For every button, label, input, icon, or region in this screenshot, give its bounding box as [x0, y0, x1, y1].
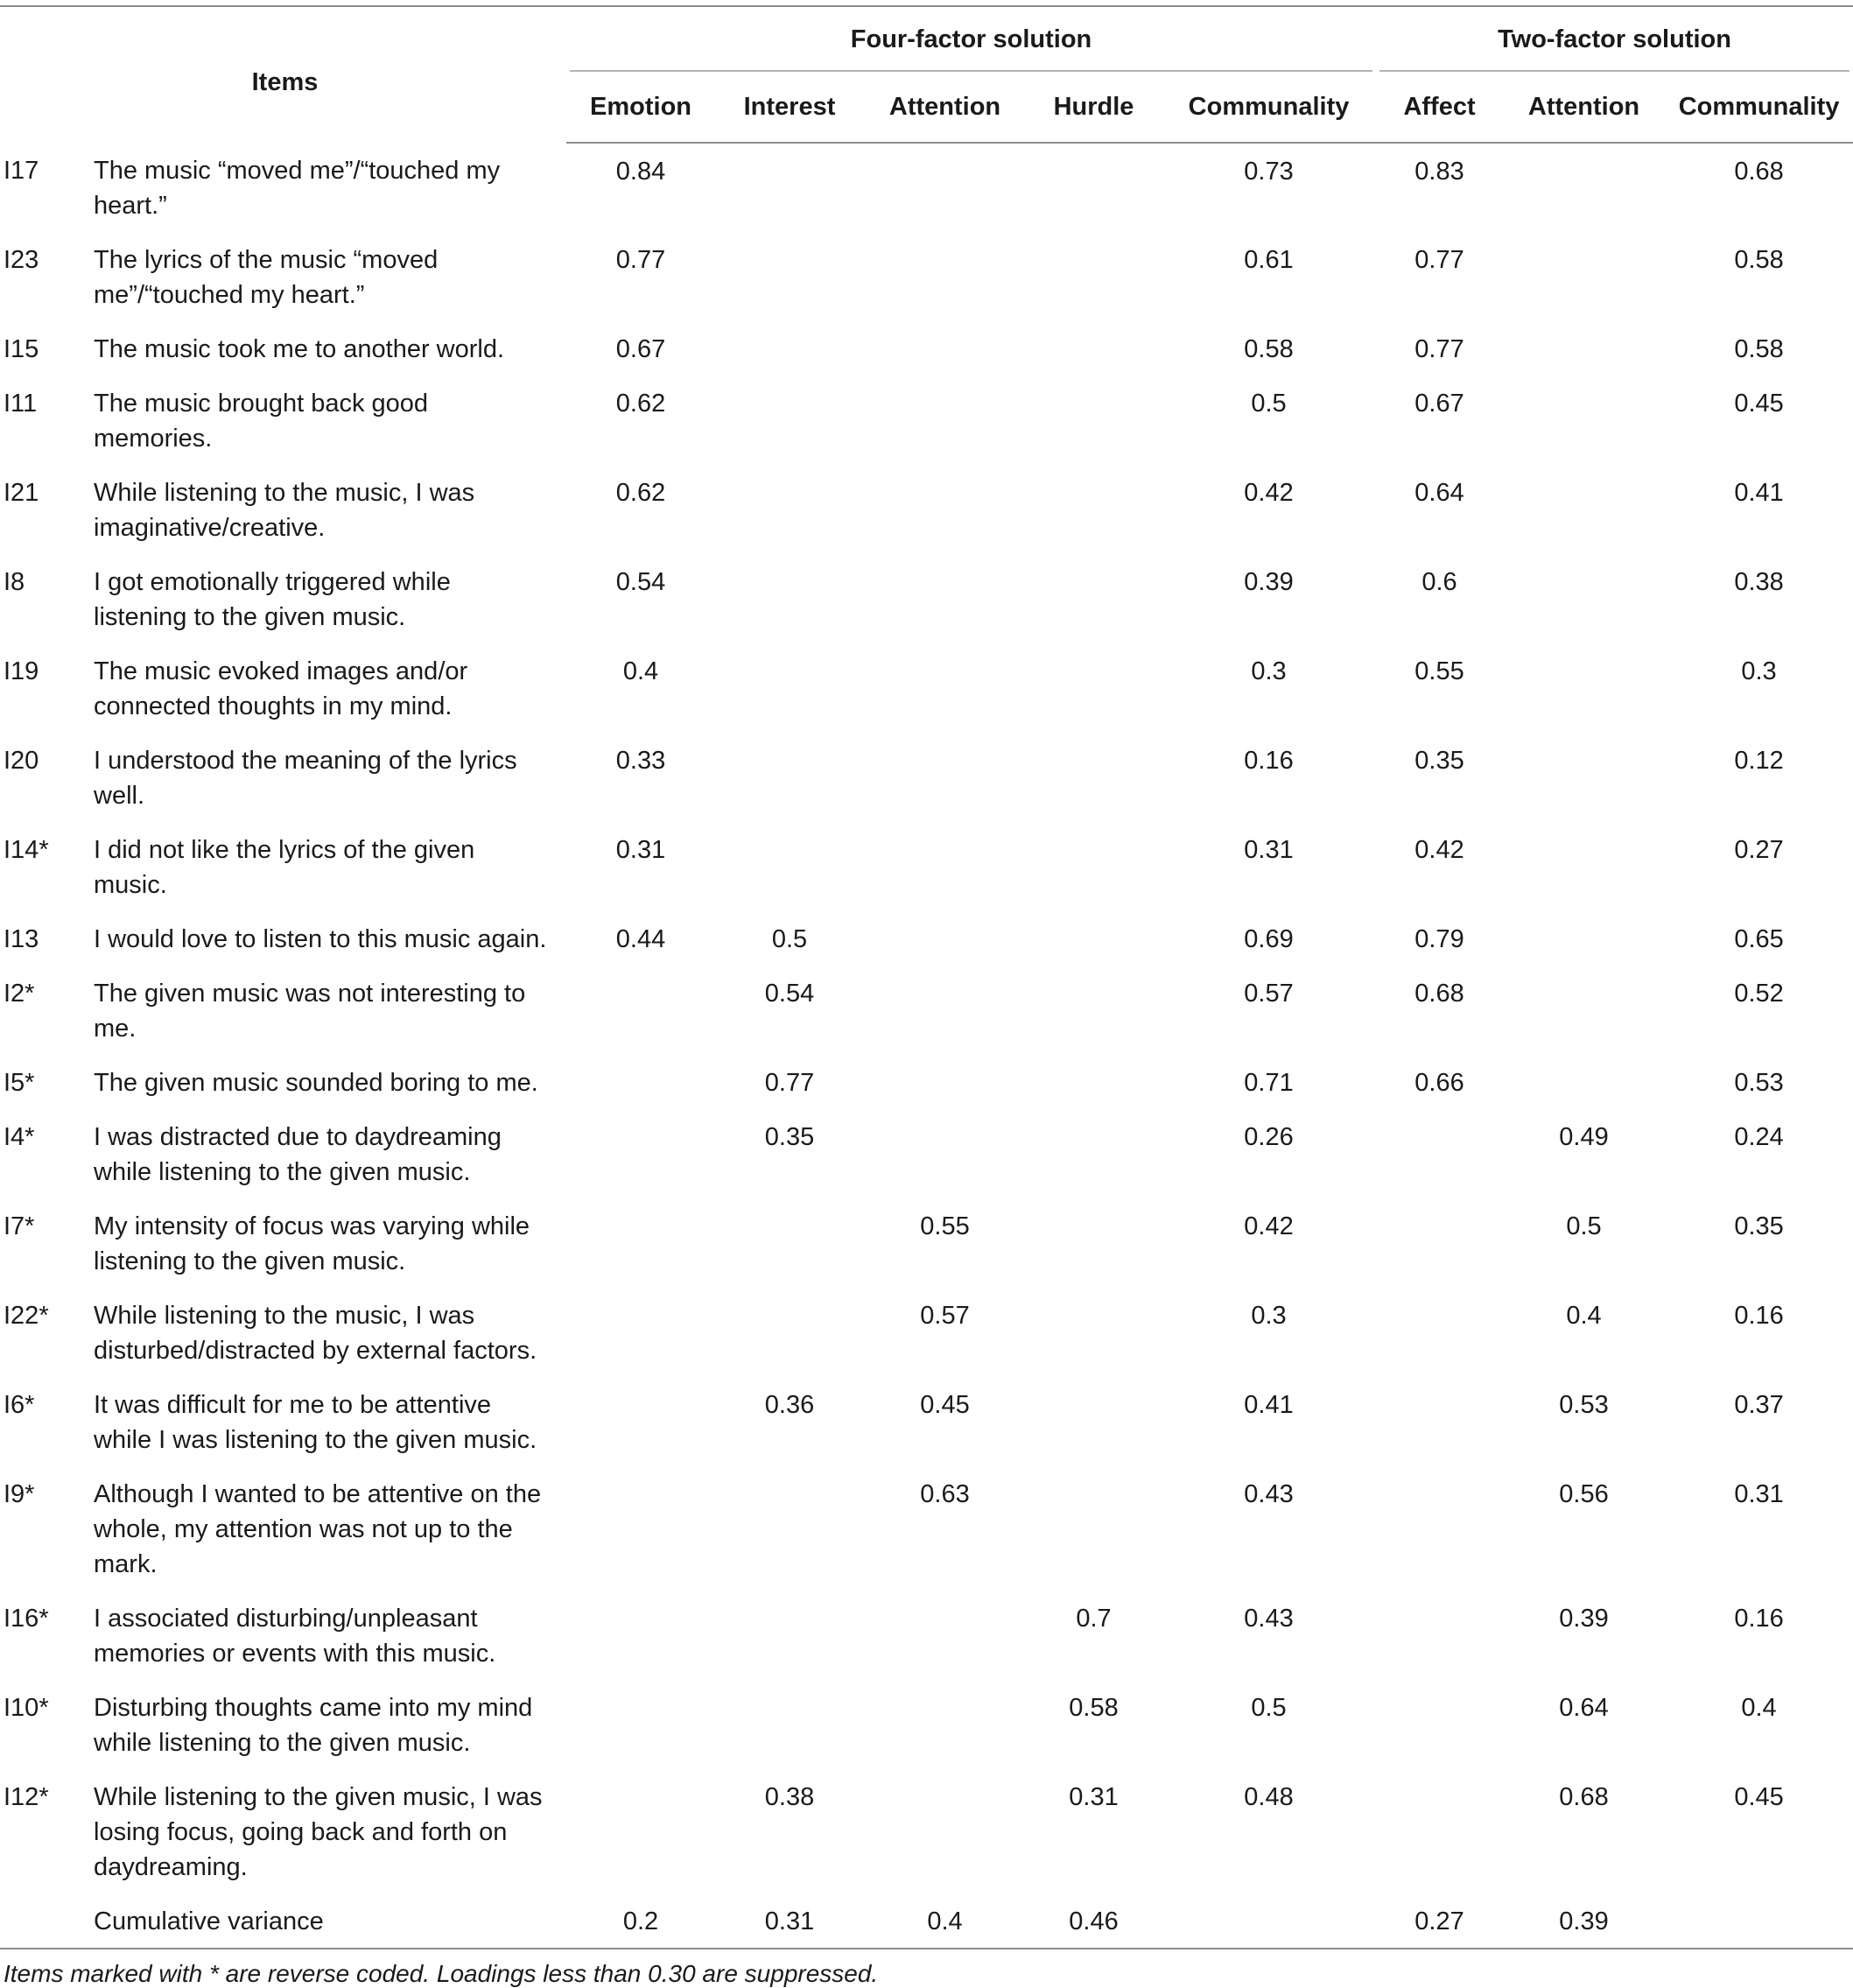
cell-hurdle: 0.58 [1069, 1694, 1119, 1722]
cell-hurdle [1026, 1198, 1162, 1288]
cell-communality2: 0.65 [1734, 925, 1784, 953]
item-id: I4* [4, 1123, 35, 1151]
cell-interest [715, 643, 864, 733]
table-row [0, 966, 1853, 1055]
table-row [0, 1591, 1853, 1680]
cell-affect [1376, 1198, 1503, 1288]
table-row [0, 733, 1853, 822]
item-text: I understood the meaning of the lyrics well. [94, 747, 517, 810]
cell-hurdle [1026, 1466, 1162, 1591]
cell-emotion [566, 1109, 715, 1198]
cell-interest [715, 465, 864, 554]
factor-loadings-table [0, 5, 1853, 1949]
cell-communality: 0.42 [1244, 479, 1294, 507]
cell-affect [1376, 1466, 1503, 1591]
table-row [0, 376, 1853, 465]
cell-emotion: 0.2 [566, 1893, 715, 1949]
cell-communality: 0.58 [1244, 335, 1294, 363]
table-row [0, 911, 1853, 966]
item-text: The music brought back good memories. [94, 390, 429, 453]
cell-attention: 0.55 [920, 1212, 970, 1240]
col-interest-header: Interest [715, 72, 864, 143]
item-id: I23 [4, 246, 39, 274]
cell-hurdle [1026, 1055, 1162, 1109]
cell-emotion [566, 1055, 715, 1109]
cell-hurdle [1026, 911, 1162, 966]
cell-communality: 0.3 [1251, 1302, 1287, 1330]
table-row [0, 1055, 1853, 1109]
item-id: I17 [4, 157, 39, 185]
table-row [0, 1893, 1853, 1949]
cell-communality2: 0.58 [1734, 246, 1784, 274]
items-header: Items [0, 6, 566, 143]
cell-attention2: 0.68 [1559, 1783, 1609, 1811]
col-affect-header: Affect [1376, 72, 1503, 143]
cell-affect [1376, 1680, 1503, 1769]
cell-interest [715, 1591, 864, 1680]
item-text: I got emotionally triggered while listening to the given music. [94, 568, 451, 631]
item-text: Disturbing thoughts came into my mind while listening to the given music. [94, 1694, 533, 1757]
cell-attention2: 0.53 [1559, 1391, 1609, 1419]
cell-interest [715, 822, 864, 911]
cell-communality2: 0.24 [1734, 1123, 1784, 1151]
item-text: The music evoked images and/or connected thoughts in my mind. [94, 657, 468, 720]
item-id: I2* [4, 980, 35, 1008]
cell-emotion: 0.77 [615, 246, 666, 274]
header-group-row [0, 6, 1853, 72]
item-text: The lyrics of the music “moved me”/“touched my heart.” [94, 246, 439, 309]
cell-emotion [566, 966, 715, 1055]
cell-emotion [566, 1591, 715, 1680]
table-header [0, 6, 1853, 143]
cell-hurdle: 0.7 [1076, 1605, 1112, 1633]
two-factor-header [1376, 6, 1853, 72]
cell-affect: 0.67 [1414, 390, 1464, 418]
item-text: I associated disturbing/unpleasant memories or events with this music. [94, 1605, 496, 1668]
cell-attention [864, 1055, 1026, 1109]
cell-interest [715, 232, 864, 321]
item-text: The given music sounded boring to me. [94, 1069, 538, 1097]
cell-emotion [566, 1377, 715, 1466]
cell-affect: 0.27 [1376, 1893, 1503, 1949]
item-id: I21 [4, 479, 39, 507]
cell-communality: 0.57 [1244, 980, 1294, 1008]
cell-communality2: 0.68 [1734, 158, 1784, 186]
table-row [0, 1769, 1853, 1893]
cell-communality: 0.48 [1244, 1783, 1294, 1811]
item-id: I5* [4, 1069, 35, 1097]
cell-interest: 0.54 [764, 980, 815, 1008]
cell-emotion [566, 1680, 715, 1769]
cell-attention2: 0.4 [1566, 1302, 1602, 1330]
cell-affect [1376, 1769, 1503, 1893]
cell-attention [864, 554, 1026, 643]
cell-communality2: 0.45 [1734, 1783, 1784, 1811]
cell-emotion [566, 1466, 715, 1591]
cell-communality: 0.39 [1244, 568, 1294, 596]
item-id: I8 [4, 568, 25, 596]
cell-communality2: 0.53 [1734, 1069, 1784, 1097]
item-id: I22* [4, 1302, 49, 1330]
cell-interest [715, 1466, 864, 1591]
cell-affect: 0.77 [1414, 246, 1464, 274]
cell-interest [715, 321, 864, 376]
cell-communality: 0.69 [1244, 925, 1294, 953]
cell-emotion: 0.67 [615, 335, 666, 363]
table-row [0, 1109, 1853, 1198]
cell-attention [864, 143, 1026, 232]
cell-attention [864, 1109, 1026, 1198]
two-factor-label: Two-factor solution [1498, 25, 1731, 53]
cell-affect: 0.66 [1414, 1069, 1464, 1097]
cell-hurdle [1026, 465, 1162, 554]
cell-communality [1162, 1893, 1376, 1949]
table-row [0, 1680, 1853, 1769]
cell-attention2 [1503, 232, 1665, 321]
cell-affect: 0.83 [1414, 158, 1464, 186]
cell-communality2 [1665, 1893, 1853, 1949]
table-row [0, 1198, 1853, 1288]
item-text: Although I wanted to be attentive on the whole, my attention was not up to the mark. [94, 1480, 542, 1578]
cell-attention2 [1503, 554, 1665, 643]
cell-communality2: 0.16 [1734, 1302, 1784, 1330]
item-text: I would love to listen to this music again. [94, 925, 547, 953]
cell-attention [864, 1680, 1026, 1769]
cell-emotion: 0.54 [615, 568, 666, 596]
cell-attention2 [1503, 966, 1665, 1055]
cell-interest: 0.36 [764, 1391, 815, 1419]
cell-attention2 [1503, 143, 1665, 232]
cell-communality: 0.43 [1244, 1480, 1294, 1508]
cell-communality2: 0.58 [1734, 335, 1784, 363]
cell-affect: 0.6 [1421, 568, 1457, 596]
cell-emotion: 0.31 [615, 836, 666, 864]
cell-attention2: 0.56 [1559, 1480, 1609, 1508]
four-factor-rule [570, 70, 1372, 72]
item-id: I7* [4, 1212, 35, 1240]
cell-hurdle [1026, 966, 1162, 1055]
cell-communality: 0.71 [1244, 1069, 1294, 1097]
cell-hurdle [1026, 321, 1162, 376]
cell-hurdle [1026, 1288, 1162, 1377]
cell-attention2 [1503, 321, 1665, 376]
cell-interest [715, 1198, 864, 1288]
item-text: Cumulative variance [94, 1893, 566, 1949]
table-footnote: Items marked with * are reverse coded. Loadings less than 0.30 are suppressed. [4, 1960, 879, 1987]
table-body [0, 143, 1853, 1949]
item-text: While listening to the music, I was imaginative/creative. [94, 479, 475, 542]
cell-attention2 [1503, 1055, 1665, 1109]
cell-communality2: 0.27 [1734, 836, 1784, 864]
item-id: I9* [4, 1480, 35, 1508]
cell-communality2: 0.12 [1734, 747, 1784, 775]
cell-attention: 0.45 [920, 1391, 970, 1419]
cell-hurdle [1026, 376, 1162, 465]
cell-emotion: 0.84 [615, 158, 666, 186]
two-factor-rule [1379, 70, 1849, 72]
cell-interest: 0.31 [715, 1893, 864, 1949]
cell-affect: 0.55 [1414, 657, 1464, 685]
item-id: I13 [4, 925, 39, 953]
cell-attention [864, 643, 1026, 733]
item-id: I11 [4, 390, 38, 418]
four-factor-label: Four-factor solution [850, 25, 1092, 53]
item-text: The given music was not interesting to me. [94, 980, 526, 1043]
cell-attention2 [1503, 376, 1665, 465]
cell-affect [1376, 1591, 1503, 1680]
col-hurdle-header: Hurdle [1026, 72, 1162, 143]
item-text: I was distracted due to daydreaming while listening to the given music. [94, 1123, 502, 1186]
cell-communality: 0.5 [1251, 390, 1287, 418]
four-factor-header [566, 6, 1376, 72]
cell-attention [864, 321, 1026, 376]
cell-attention2 [1503, 643, 1665, 733]
item-id: I19 [4, 657, 39, 685]
cell-hurdle [1026, 143, 1162, 232]
cell-communality2: 0.31 [1734, 1480, 1784, 1508]
cell-interest: 0.77 [764, 1069, 815, 1097]
cell-interest: 0.35 [764, 1123, 815, 1151]
item-id: I15 [4, 335, 39, 363]
cell-hurdle [1026, 733, 1162, 822]
item-text: My intensity of focus was varying while listening to the given music. [94, 1212, 530, 1275]
cell-interest [715, 1288, 864, 1377]
item-id [0, 1893, 94, 1949]
cell-attention2: 0.64 [1559, 1694, 1609, 1722]
table-row [0, 822, 1853, 911]
col-attention2-header: Attention [1503, 72, 1665, 143]
cell-emotion [566, 1769, 715, 1893]
cell-communality2: 0.52 [1734, 980, 1784, 1008]
table-row [0, 321, 1853, 376]
cell-communality: 0.3 [1251, 657, 1287, 685]
item-id: I14* [4, 836, 49, 864]
cell-communality2: 0.35 [1734, 1212, 1784, 1240]
cell-interest [715, 733, 864, 822]
cell-communality: 0.31 [1244, 836, 1294, 864]
table-row [0, 554, 1853, 643]
cell-attention2: 0.49 [1559, 1123, 1609, 1151]
cell-communality2: 0.16 [1734, 1605, 1784, 1633]
cell-emotion [566, 1288, 715, 1377]
cell-attention [864, 1769, 1026, 1893]
cell-emotion: 0.4 [622, 657, 659, 685]
cell-hurdle [1026, 643, 1162, 733]
item-id: I20 [4, 747, 39, 775]
table-row [0, 465, 1853, 554]
cell-interest [715, 554, 864, 643]
cell-attention [864, 376, 1026, 465]
cell-attention: 0.63 [920, 1480, 970, 1508]
cell-affect: 0.35 [1414, 747, 1464, 775]
item-id: I6* [4, 1391, 35, 1419]
table-row [0, 1377, 1853, 1466]
cell-attention [864, 966, 1026, 1055]
cell-attention [864, 232, 1026, 321]
item-text: The music “moved me”/“touched my heart.” [94, 157, 501, 220]
cell-communality2: 0.41 [1734, 479, 1784, 507]
cell-communality: 0.43 [1244, 1605, 1294, 1633]
cell-communality2: 0.45 [1734, 390, 1784, 418]
cell-attention: 0.57 [920, 1302, 970, 1330]
col-communality-header: Communality [1162, 72, 1376, 143]
cell-attention: 0.4 [864, 1893, 1026, 1949]
cell-hurdle: 0.31 [1069, 1783, 1119, 1811]
cell-interest [715, 376, 864, 465]
cell-affect: 0.42 [1414, 836, 1464, 864]
cell-hurdle [1026, 1109, 1162, 1198]
table-row [0, 1288, 1853, 1377]
cell-affect [1376, 1288, 1503, 1377]
table-row [0, 232, 1853, 321]
cell-attention2 [1503, 733, 1665, 822]
item-id: I10* [4, 1694, 49, 1722]
cell-interest [715, 143, 864, 232]
cell-interest: 0.38 [764, 1783, 815, 1811]
table-row [0, 143, 1853, 232]
cell-attention2: 0.39 [1503, 1893, 1665, 1949]
item-text: I did not like the lyrics of the given music. [94, 836, 475, 899]
cell-attention [864, 1591, 1026, 1680]
cell-attention [864, 911, 1026, 966]
cell-attention2: 0.5 [1566, 1212, 1602, 1240]
cell-attention2 [1503, 911, 1665, 966]
item-text: While listening to the given music, I was losing focus, going back and forth on daydreaming. [94, 1783, 543, 1881]
cell-communality2: 0.37 [1734, 1391, 1784, 1419]
cell-emotion: 0.62 [615, 390, 666, 418]
cell-affect: 0.79 [1414, 925, 1464, 953]
cell-affect [1376, 1377, 1503, 1466]
item-text: While listening to the music, I was disturbed/distracted by external factors. [94, 1302, 537, 1365]
cell-hurdle [1026, 1377, 1162, 1466]
cell-communality: 0.16 [1244, 747, 1294, 775]
cell-attention [864, 822, 1026, 911]
cell-affect: 0.64 [1414, 479, 1464, 507]
cell-attention2 [1503, 465, 1665, 554]
cell-affect: 0.68 [1414, 980, 1464, 1008]
cell-attention2: 0.39 [1559, 1605, 1609, 1633]
cell-communality: 0.42 [1244, 1212, 1294, 1240]
col-emotion-header: Emotion [566, 72, 715, 143]
cell-attention [864, 733, 1026, 822]
cell-communality2: 0.38 [1734, 568, 1784, 596]
item-text: It was difficult for me to be attentive while I was listening to the given music. [94, 1391, 537, 1454]
col-communality2-header: Communality [1665, 72, 1853, 143]
cell-hurdle: 0.46 [1026, 1893, 1162, 1949]
cell-hurdle [1026, 232, 1162, 321]
col-attention-header: Attention [864, 72, 1026, 143]
table-row [0, 1466, 1853, 1591]
cell-interest [715, 1680, 864, 1769]
cell-communality: 0.73 [1244, 158, 1294, 186]
cell-emotion: 0.44 [615, 925, 666, 953]
cell-emotion: 0.62 [615, 479, 666, 507]
cell-attention [864, 465, 1026, 554]
cell-interest: 0.5 [771, 925, 808, 953]
cell-communality: 0.5 [1251, 1694, 1287, 1722]
item-id: I16* [4, 1605, 49, 1633]
cell-communality: 0.26 [1244, 1123, 1294, 1151]
item-text: The music took me to another world. [94, 335, 505, 363]
item-id: I12* [4, 1783, 49, 1811]
cell-affect [1376, 1109, 1503, 1198]
cell-attention2 [1503, 822, 1665, 911]
cell-communality2: 0.4 [1741, 1694, 1777, 1722]
cell-emotion [566, 1198, 715, 1288]
cell-emotion: 0.33 [615, 747, 666, 775]
cell-hurdle [1026, 822, 1162, 911]
cell-communality: 0.61 [1244, 246, 1294, 274]
cell-communality2: 0.3 [1741, 657, 1777, 685]
cell-communality: 0.41 [1244, 1391, 1294, 1419]
table-row [0, 643, 1853, 733]
cell-hurdle [1026, 554, 1162, 643]
cell-affect: 0.77 [1414, 335, 1464, 363]
